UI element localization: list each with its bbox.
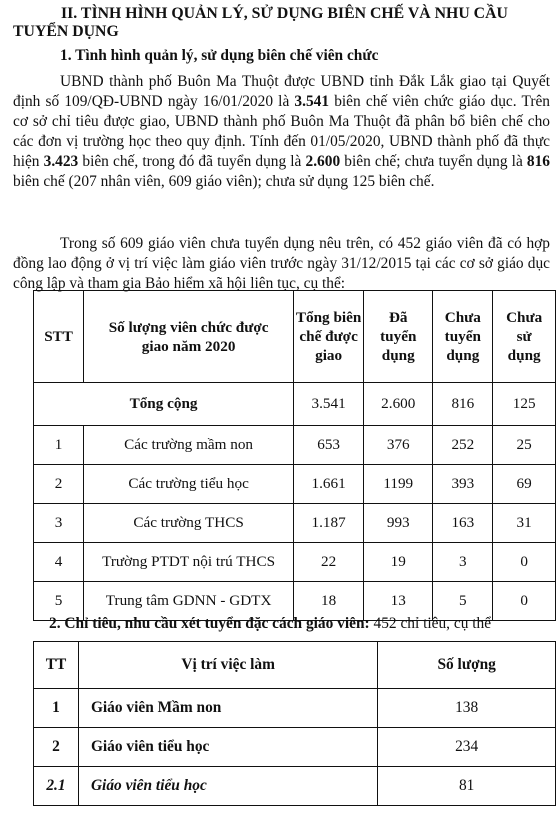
p1-text-g: biên chế; chưa tuyển dụng là (340, 153, 527, 170)
p1-bold-unrecruited: 816 (526, 153, 550, 170)
header-tt: TT (34, 642, 79, 689)
row-quantity: 81 (378, 767, 556, 806)
row-recruited: 19 (364, 543, 433, 582)
row-stt: 1 (34, 426, 84, 465)
section-title-line1: II. TÌNH HÌNH QUẢN LÝ, SỬ DỤNG BIÊN CHẾ VÀ NHU CẦU (61, 5, 508, 22)
subheading-2-bold: 2. Chỉ tiêu, nhu cầu xét tuyển đặc cách giáo viên: (49, 615, 370, 632)
row-recruited: 376 (364, 426, 433, 465)
table-row-total (34, 383, 556, 426)
p1-bold-recruited: 2.600 (305, 153, 341, 170)
row-recruited: 993 (364, 504, 433, 543)
row-tt: 1 (34, 689, 79, 728)
header-stt: STT (34, 291, 84, 383)
p1-text-e: biên chế, trong đó đã tuyển dụng là (78, 153, 306, 170)
quota-table-header (34, 642, 556, 689)
p1-text-a: UBND thành phố Buôn Ma Thuột được UBND tỉnh Đắk Lắk giao tại Quyết định số 109/QĐ-UBND ngày 16/01/2020 là (13, 73, 550, 110)
section-title (13, 5, 553, 41)
row-tt: 2.1 (34, 767, 79, 806)
row-assigned: 22 (294, 543, 364, 582)
row-assigned: 653 (294, 426, 364, 465)
subheading-1: 1. Tình hình quản lý, sử dụng biên chế viên chức (60, 47, 379, 64)
header-unused: Chưa sử dụng (493, 291, 556, 383)
row-assigned: 1.187 (294, 504, 364, 543)
row-recruited: 13 (364, 582, 433, 621)
header-total-assigned: Tổng biên chế được giao (294, 291, 364, 383)
row-name: Các trường mầm non (84, 426, 294, 465)
header-not-recruited: Chưa tuyển dụng (433, 291, 493, 383)
row-name: Trung tâm GDNN - GDTX (84, 582, 294, 621)
header-recruited: Đã tuyển dụng (364, 291, 433, 383)
row-unused: 0 (493, 543, 556, 582)
row-not-recruited: 3 (433, 543, 493, 582)
row-not-recruited: 5 (433, 582, 493, 621)
paragraph-1 (13, 72, 550, 192)
p1-bold-total: 3.541 (294, 93, 330, 110)
row-unused: 0 (493, 582, 556, 621)
row-position: Giáo viên Mầm non (78, 689, 377, 728)
p1-text-c: biên chế viên chức giáo dục. Trên cơ sở chỉ tiêu được giao, UBND thành phố Buôn Ma Thuột đã phân bổ biên chế cho các đơn vị trường học theo quy định. Tính đến 01/05/2020, UBND thành phố đã thực hiện (13, 93, 550, 170)
row-stt: 2 (34, 465, 84, 504)
row-recruited: 1199 (364, 465, 433, 504)
table-row (34, 465, 556, 504)
row-quantity: 138 (378, 689, 556, 728)
table-row (34, 543, 556, 582)
header-quantity: Số lượng (378, 642, 556, 689)
subheading-2-rest: 452 chỉ tiêu, cụ thể (369, 615, 492, 632)
table-row (34, 689, 556, 728)
paragraph-2: Trong số 609 giáo viên chưa tuyển dụng nêu trên, có 452 giáo viên đã có hợp đồng lao động ở vị trí việc làm giáo viên trước ngày 31/12/2015 tại các cơ sở giáo dục công lập và tham gia Bảo hiểm xã hội liên tục, cụ thể: (13, 235, 550, 292)
p1-bold-implemented: 3.423 (43, 153, 79, 170)
row-assigned: 18 (294, 582, 364, 621)
row-not-recruited: 252 (433, 426, 493, 465)
staffing-table (33, 290, 556, 621)
quota-table (33, 641, 556, 806)
table-row (34, 504, 556, 543)
row-name: Trường PTDT nội trú THCS (84, 543, 294, 582)
staffing-table-header (34, 291, 556, 383)
table-row (34, 728, 556, 767)
row-unused: 69 (493, 465, 556, 504)
row-stt: 5 (34, 582, 84, 621)
row-stt: 3 (34, 504, 84, 543)
row-assigned: 1.661 (294, 465, 364, 504)
row-position: Giáo viên tiểu học (78, 767, 377, 806)
total-recruited: 2.600 (364, 383, 433, 426)
total-unused: 125 (493, 383, 556, 426)
row-unused: 25 (493, 426, 556, 465)
table-row (34, 426, 556, 465)
header-position: Vị trí việc làm (78, 642, 377, 689)
total-not-recruited: 816 (433, 383, 493, 426)
row-not-recruited: 163 (433, 504, 493, 543)
row-unused: 31 (493, 504, 556, 543)
row-name: Các trường THCS (84, 504, 294, 543)
total-assigned: 3.541 (294, 383, 364, 426)
table-row (34, 767, 556, 806)
subheading-2 (49, 614, 491, 634)
section-title-line2: TUYỂN DỤNG (13, 23, 119, 40)
p1-text-i: biên chế (207 nhân viên, 609 giáo viên); chưa sử dụng 125 biên chế. (13, 173, 435, 190)
row-tt: 2 (34, 728, 79, 767)
row-position: Giáo viên tiểu học (78, 728, 377, 767)
total-label: Tổng cộng (34, 383, 294, 426)
row-name: Các trường tiểu học (84, 465, 294, 504)
row-not-recruited: 393 (433, 465, 493, 504)
row-quantity: 234 (378, 728, 556, 767)
header-unit: Số lượng viên chức được giao năm 2020 (84, 291, 294, 383)
row-stt: 4 (34, 543, 84, 582)
